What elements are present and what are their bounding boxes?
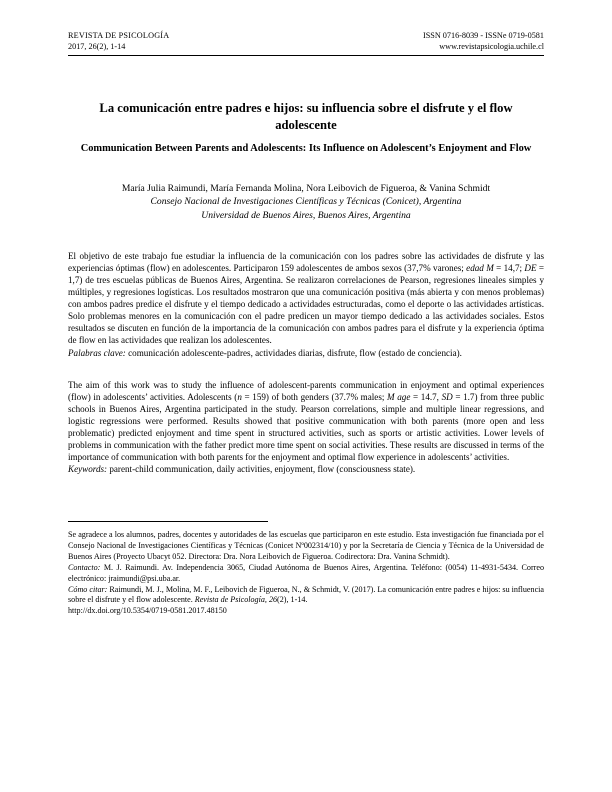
masthead-left: [68, 30, 169, 52]
journal-name: REVISTA DE PSICOLOGÍA: [68, 31, 170, 40]
abstract-en-italic-1: n: [237, 391, 242, 402]
abstract-es-part-2: = 14,7;: [493, 262, 525, 273]
abstract-en-italic-3: SD: [441, 391, 453, 402]
journal-issue: 2017, 26(2), 1-14: [68, 42, 126, 52]
authors-block: [68, 182, 544, 222]
keywords-spanish-list: comunicación adolescente-padres, actividades diarias, disfrute, flow (estado de conciencia).: [125, 347, 462, 358]
footnote-contact: [68, 563, 544, 585]
footnote-contact-label: Contacto:: [68, 562, 101, 572]
footnote-citation: [68, 585, 544, 607]
page-subtitle-english: Communication Between Parents and Adolescents: Its Influence on Adolescent’s Enjoyment and Flow: [80, 143, 532, 155]
footnote-doi[interactable]: http://dx.doi.org/10.5354/0719-0581.2017.48150: [68, 606, 227, 616]
abstract-spanish-text: [68, 250, 544, 347]
footnote-divider: [68, 521, 268, 522]
author-names: María Julia Raimundi, María Fernanda Molina, Nora Leibovich de Figueroa, & Vanina Schmidt: [121, 183, 491, 195]
abstract-en-part-2: = 159) of both genders (37.7% males;: [241, 391, 388, 402]
footnote-citation-label: Cómo citar:: [68, 584, 108, 594]
title-block: [68, 100, 544, 156]
abstract-es-part-3: = 1,7) de tres escuelas públicas de Buenos Aires, Argentina. Se realizaron correlaciones de Pearson, regresiones lineales simples y múltiples, y regresiones logísticas. Los resultados mostraron que una comunicación positiva (más abierta y con menos problemas) con ambos padres predice el disfrute y el tiempo dedicado a actividades estructuradas, como el deporte o las actividades artísticas. Solo problemas menores en la comunicación con el padre predicen un mayor tiempo dedicado a las actividades sociales. Estos resultados se discuten en función de la importancia de la comunicación con ambos padres para el disfrute y la experiencia óptima de flow en las actividades que realizan los adolescentes.: [68, 262, 544, 346]
abstract-es-part-1: El objetivo de este trabajo fue estudiar la influencia de la comunicación con los padres sobre las actividades de disfrute y las experiencias óptimas (flow) en adolescentes. Participaron 159 adolescentes de ambos sexos (37,7% varones;: [68, 250, 544, 273]
footnotes-block: [68, 530, 544, 617]
footnote-citation-part-1: Raimundi, M. J., Molina, M. F., Leibovich de Figueroa, N., & Schmidt, V. (2017). La comunicación entre padres e hijos: su influencia sobre el disfrute y el flow adolescente.: [68, 584, 545, 605]
author-affiliation-line-2: Universidad de Buenos Aires, Buenos Aires, Argentina: [201, 209, 411, 221]
journal-masthead: [68, 30, 544, 56]
author-affiliation-line-1: Consejo Nacional de Investigaciones Científicas y Técnicas (Conicet), Argentina: [150, 196, 462, 208]
keywords-spanish-label: Palabras clave:: [68, 347, 126, 358]
abstract-en-part-1: The aim of this work was to study the influence of adolescent-parents communication in enjoyment and optimal experiences (flow) in adolescents’ activities. Adolescents (: [68, 379, 544, 402]
journal-issn: ISSN 0716-8039 - ISSNe 0719-0581: [423, 31, 544, 40]
abstract-english-text: [68, 379, 544, 464]
abstract-english: [68, 379, 544, 476]
abstract-en-part-3: = 14.7,: [410, 391, 442, 402]
footnote-citation-part-2: (2), 1-14.: [277, 595, 308, 605]
keywords-english: [68, 463, 544, 475]
footnote-citation-journal: Revista de Psicología, 26: [194, 595, 278, 605]
abstract-en-part-4: = 1.7) from three public schools in Buenos Aires, Argentina participated in the study. Pearson correlations, simple and multiple linear regressions, and logistic regressions were performed. Results showed that positive communication with both parents (more open and less problematic) predicted enjoyment and time spent in structured activities, such as sports or artistic activities. Lower levels of problems in communication with the father predict more time spent on social activities. These results are discussed in terms of the importance of communication with both parents for the enjoyment and optimal flow experience in adolescents’ activities.: [68, 391, 544, 463]
keywords-english-label: Keywords:: [68, 464, 108, 475]
journal-website[interactable]: www.revistapsicologia.uchile.cl: [439, 42, 544, 52]
page-content: [68, 30, 544, 617]
abstract-es-italic-1: edad M: [466, 262, 494, 273]
footnote-contact-text: M. J. Raimundi. Av. Independencia 3065, Ciudad Autónoma de Buenos Aires, Argentina. Teléfono: (0054) 11-4931-5434. Correo electrónico: jraimundi@psi.uba.ar.: [68, 562, 544, 583]
footnote-acknowledgment: Se agradece a los alumnos, padres, docentes y autoridades de las escuelas que participaron en este estudio. Esta investigación fue financiada por el Consejo Nacional de Investigaciones Científicas y Técnicas (Conicet Nº002314/10) y por la Secretaría de Ciencia y Técnica de la Universidad de Buenos Aires (Proyecto Ubacyt 052. Directora: Dra. Nora Leibovich de Figueroa. Codirectora: Dra. Vanina Schmidt).: [68, 530, 544, 562]
abstract-es-italic-2: DE: [524, 262, 537, 273]
masthead-right: [423, 30, 544, 52]
keywords-english-list: parent-child communication, daily activities, enjoyment, flow (consciousness state).: [107, 464, 416, 475]
page-title: La comunicación entre padres e hijos: su influencia sobre el disfrute y el flow adolescente: [99, 101, 513, 132]
abstract-spanish: [68, 250, 544, 359]
keywords-spanish: [68, 347, 544, 359]
abstract-en-italic-2: M age: [387, 391, 411, 402]
